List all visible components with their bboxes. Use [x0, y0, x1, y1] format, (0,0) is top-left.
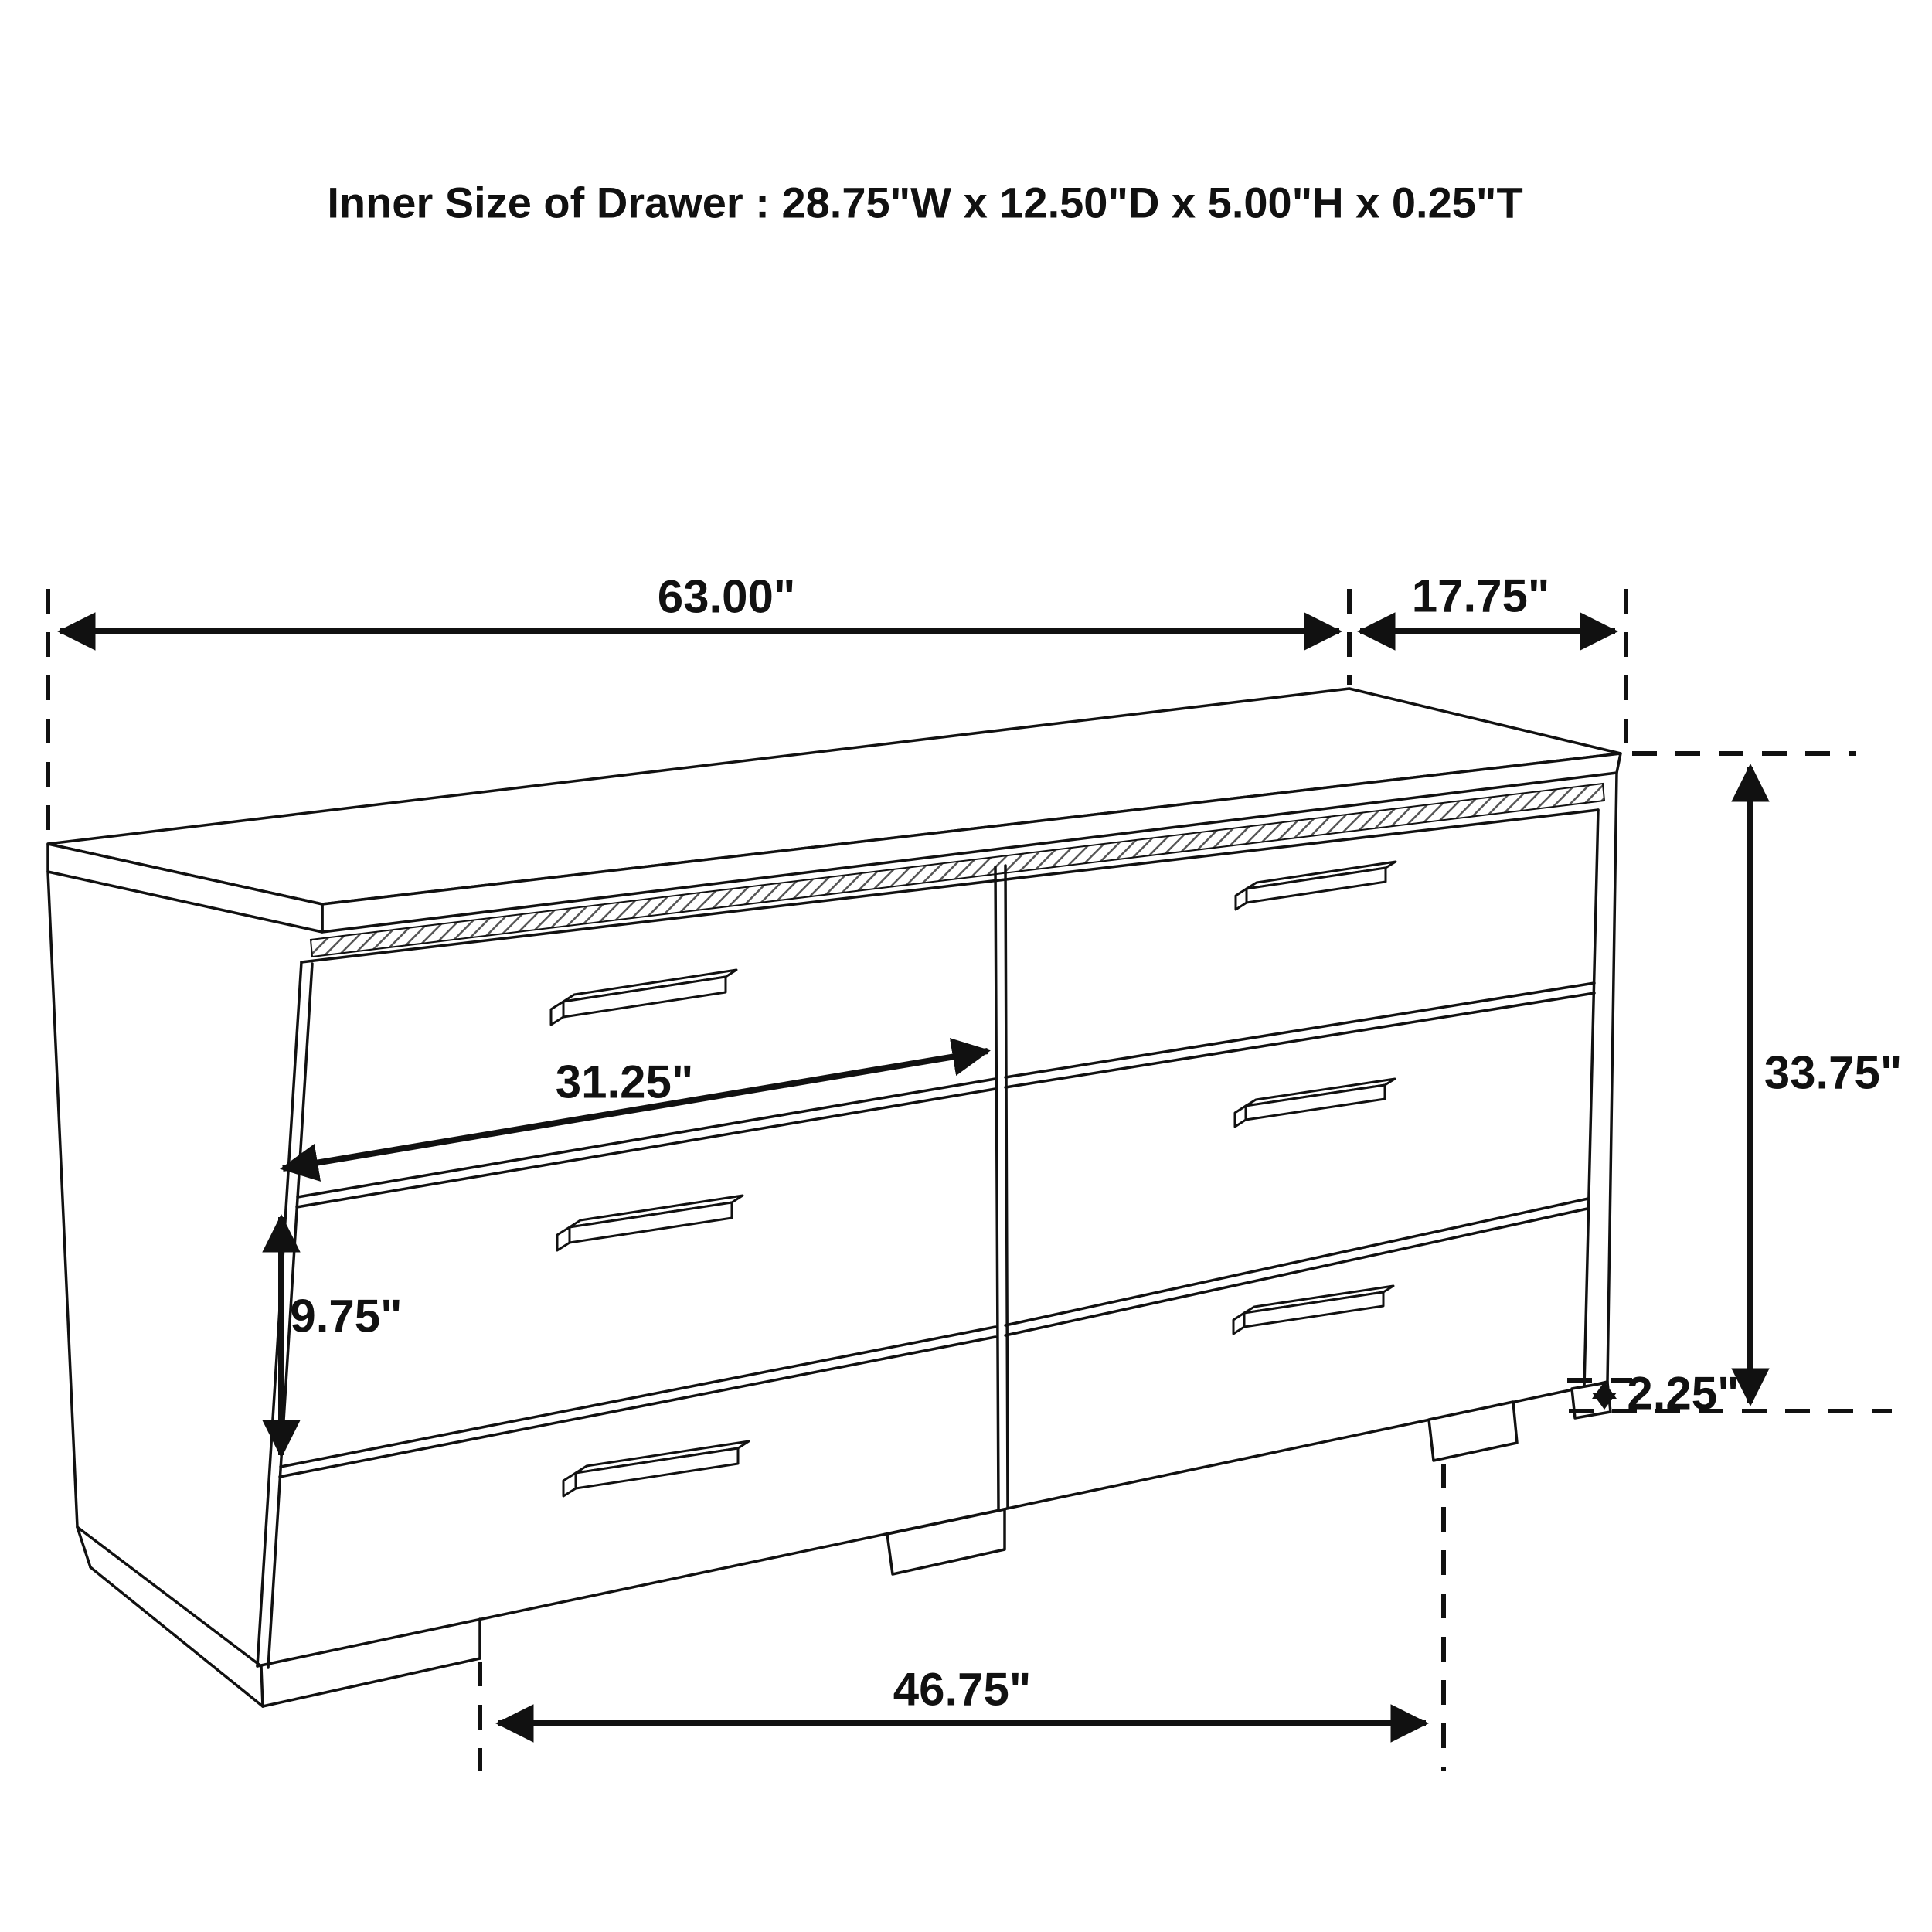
dresser-legs	[887, 1383, 1611, 1574]
dim-label-top-depth: 17.75"	[1411, 570, 1550, 622]
handle-middle-right-icon	[1235, 1079, 1395, 1127]
dim-label-leg-spacing: 46.75"	[893, 1663, 1032, 1716]
handle-top-right-icon	[1236, 862, 1396, 910]
dim-label-overall-width: 63.00"	[657, 570, 796, 623]
handle-bottom-left-icon	[563, 1441, 749, 1496]
handle-bottom-right-icon	[1233, 1286, 1393, 1334]
dim-label-leg-height: 2.25"	[1627, 1367, 1740, 1420]
handle-top-left-icon	[551, 970, 736, 1025]
handle-middle-left-icon	[557, 1196, 743, 1250]
dim-label-drawer-height: 9.75"	[290, 1290, 403, 1342]
dim-label-overall-height: 33.75"	[1764, 1046, 1903, 1099]
dim-label-drawer-width: 31.25"	[555, 1056, 694, 1108]
drawer-handles	[551, 862, 1396, 1496]
drawer-inner-size-title: Inner Size of Drawer : 28.75"W x 12.50"D x 5.00"H x 0.25"T	[327, 178, 1523, 227]
right-front-leg	[1429, 1402, 1517, 1461]
center-leg	[887, 1509, 1005, 1574]
